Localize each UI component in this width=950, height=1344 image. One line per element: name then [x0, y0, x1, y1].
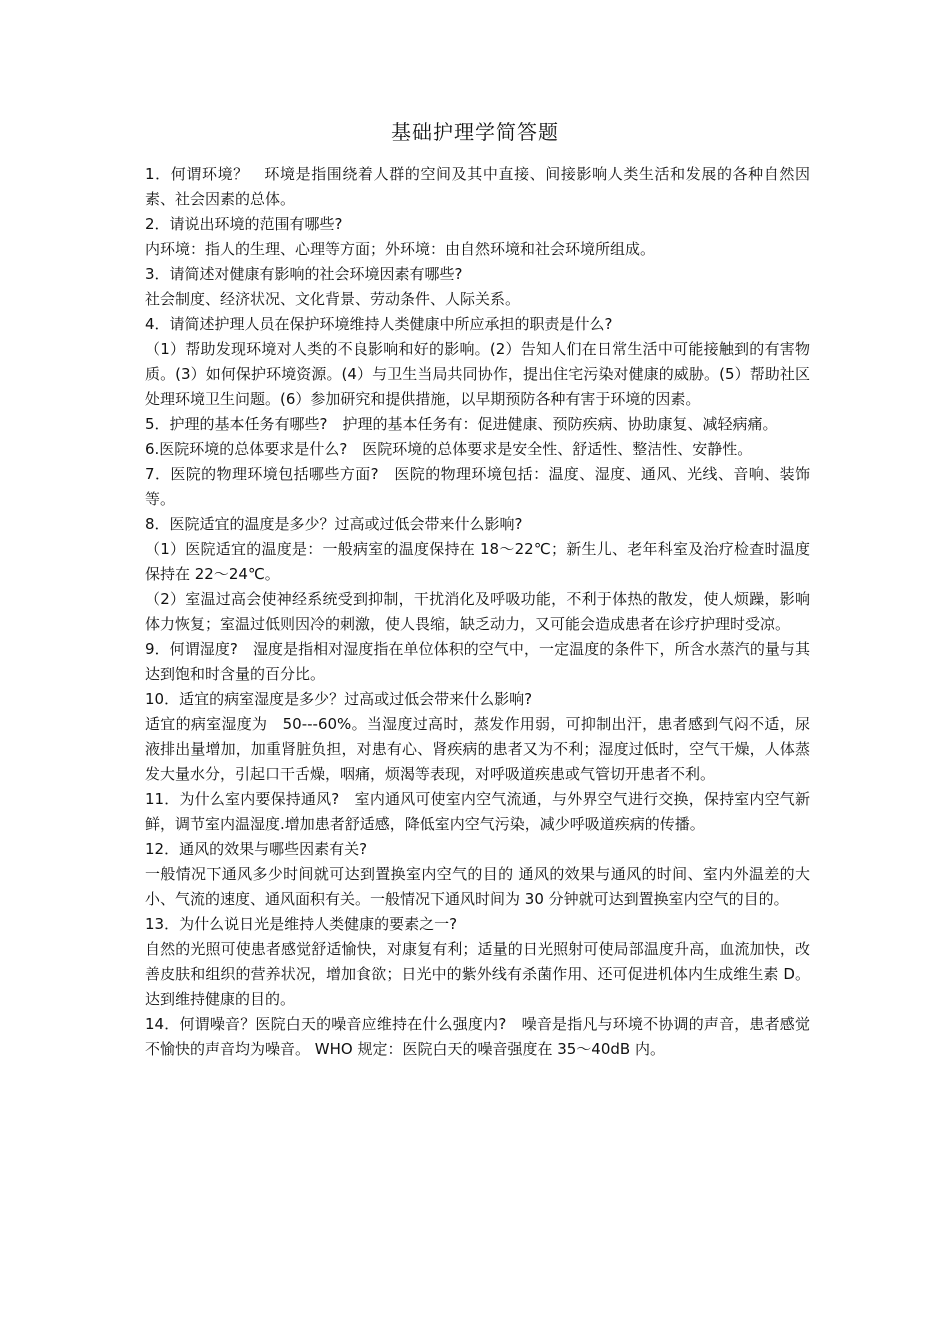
paragraph: 自然的光照可使患者感觉舒适愉快，对康复有利；适量的日光照射可使局部温度升高，血流加快，改善皮肤和组织的营养状况，增加食欲；日光中的紫外线有杀菌作用、还可促进机体内生成维生素 D。达到维持健康的目的。	[145, 940, 810, 1008]
paragraph: 1．何谓环境？ 环境是指围绕着人群的空间及其中直接、间接影响人类生活和发展的各种自然因素、社会因素的总体。	[145, 165, 810, 208]
paragraph: 2．请说出环境的范围有哪些?	[145, 215, 343, 233]
paragraph: 8．医院适宜的温度是多少？过高或过低会带来什么影响?	[145, 515, 523, 533]
paragraph: （2）室温过高会使神经系统受到抑制，干扰消化及呼吸功能，不利于体热的散发，使人烦躁，影响体力恢复；室温过低则因冷的刺激，使人畏缩，缺乏动力，又可能会造成患者在诊疗护理时受凉。	[145, 590, 810, 633]
paragraph: 13．为什么说日光是维持人类健康的要素之一?	[145, 915, 458, 933]
paragraph: 内环境：指人的生理、心理等方面；外环境：由自然环境和社会环境所组成。	[145, 240, 656, 258]
paragraph: 9．何谓湿度? 湿度是指相对湿度指在单位体积的空气中，一定温度的条件下，所含水蒸汽的量与其达到饱和时含量的百分比。	[145, 640, 810, 683]
paragraph: 12．通风的效果与哪些因素有关?	[145, 840, 368, 858]
paragraph: 一般情况下通风多少时间就可达到置换室内空气的目的 通风的效果与通风的时间、室内外温差的大小、气流的速度、通风面积有关。一般情况下通风时间为 30 分钟就可达到置换室内空气的目的。	[145, 865, 810, 908]
paragraph: 4．请简述护理人员在保护环境维持人类健康中所应承担的职责是什么?	[145, 315, 613, 333]
paragraph: （1）帮助发现环境对人类的不良影响和好的影响。(2）告知人们在日常生活中可能接触到的有害物质。(3）如何保护环境资源。(4）与卫生当局共同协作，提出住宅污染对健康的威胁。(5）帮助社区处理环境卫生问题。(6）参加研究和提供措施，以早期预防各种有害于环境的因素。	[145, 340, 810, 408]
paragraph: 5．护理的基本任务有哪些? 护理的基本任务有：促进健康、预防疾病、协助康复、减轻病痛。	[145, 415, 778, 433]
document-title: 基础护理学简答题	[391, 120, 559, 144]
paragraph: 6.医院环境的总体要求是什么? 医院环境的总体要求是安全性、舒适性、整洁性、安静性。	[145, 440, 753, 458]
paragraph: 社会制度、经济状况、文化背景、劳动条件、人际关系。	[145, 290, 521, 308]
paragraph: 3．请简述对健康有影响的社会环境因素有哪些?	[145, 265, 463, 283]
paragraph: （1）医院适宜的温度是：一般病室的温度保持在 18～22℃；新生儿、老年科室及治疗检查时温度保持在 22～24℃。	[145, 540, 810, 583]
paragraph: 11．为什么室内要保持通风? 室内通风可使室内空气流通，与外界空气进行交换，保持室内空气新鲜，调节室内温湿度.增加患者舒适感，降低室内空气污染，减少呼吸道疾病的传播。	[145, 790, 810, 833]
document-body	[145, 162, 810, 1062]
paragraph: 7．医院的物理环境包括哪些方面? 医院的物理环境包括：温度、湿度、通风、光线、音响、装饰等。	[145, 465, 810, 508]
paragraph: 适宜的病室湿度为 50---60%。当湿度过高时，蒸发作用弱，可抑制出汗，患者感到气闷不适，尿液排出量增加，加重肾脏负担，对患有心、肾疾病的患者又为不利；湿度过低时，空气干燥，人体蒸发大量水分，引起口干舌燥，咽痛，烦渴等表现，对呼吸道疾患或气管切开患者不利。	[145, 715, 810, 783]
paragraph: 10．适宜的病室湿度是多少？过高或过低会带来什么影响?	[145, 690, 533, 708]
paragraph: 14．何谓噪音？医院白天的噪音应维持在什么强度内? 噪音是指凡与环境不协调的声音，患者感觉不愉快的声音均为噪音。 WHO 规定：医院白天的噪音强度在 35～40dB 内。	[145, 1015, 810, 1058]
